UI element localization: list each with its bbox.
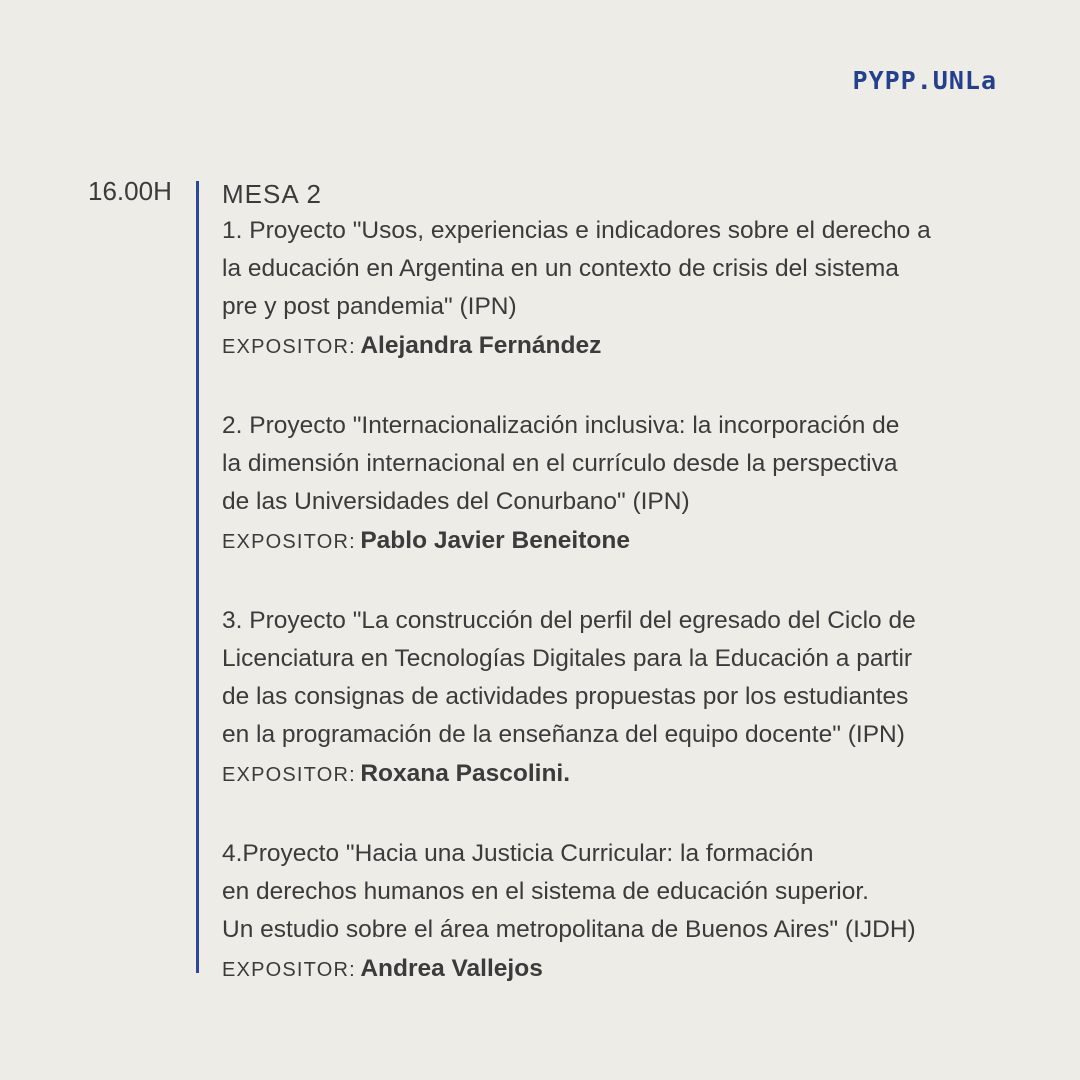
brand-logo: PYPP.UNLa <box>852 66 997 95</box>
vertical-divider <box>196 181 199 973</box>
expositor-name: Roxana Pascolini. <box>360 760 571 787</box>
expositor-label: EXPOSITOR: <box>222 531 356 553</box>
project-title: 2. Proyecto "Internacionalización inclusiva: la incorporación de la dimensión internacional en el currículo desde la perspectiva de las Universidades del Conurbano" (IPN) <box>222 412 900 515</box>
expositor-name: Andrea Vallejos <box>360 955 543 982</box>
expositor-line <box>222 754 1022 797</box>
project-item <box>222 212 1022 369</box>
project-title: 4.Proyecto "Hacia una Justicia Curricular: la formación en derechos humanos en el sistema de educación superior. Un estudio sobre el área metropolitana de Buenos Aires" (IJDH) <box>222 840 916 943</box>
project-item <box>222 835 1022 992</box>
session-time: 16.00H <box>88 176 172 206</box>
mesa-title: MESA 2 <box>222 179 322 209</box>
expositor-name: Alejandra Fernández <box>360 332 602 359</box>
project-item <box>222 407 1022 564</box>
expositor-line <box>222 949 1022 992</box>
session-content <box>222 176 1022 1030</box>
project-item <box>222 602 1022 797</box>
expositor-name: Pablo Javier Beneitone <box>360 527 630 554</box>
expositor-label: EXPOSITOR: <box>222 336 356 358</box>
expositor-line <box>222 326 1022 369</box>
expositor-label: EXPOSITOR: <box>222 959 356 981</box>
expositor-line <box>222 521 1022 564</box>
expositor-label: EXPOSITOR: <box>222 764 356 786</box>
project-title: 3. Proyecto "La construcción del perfil del egresado del Ciclo de Licenciatura en Tecnologías Digitales para la Educación a partir de las consignas de actividades propuestas por los estudiantes en la programación de la enseñanza del equipo docente" (IPN) <box>222 607 916 748</box>
project-title: 1. Proyecto "Usos, experiencias e indicadores sobre el derecho a la educación en Argentina en un contexto de crisis del sistema pre y post pandemia" (IPN) <box>222 217 931 320</box>
